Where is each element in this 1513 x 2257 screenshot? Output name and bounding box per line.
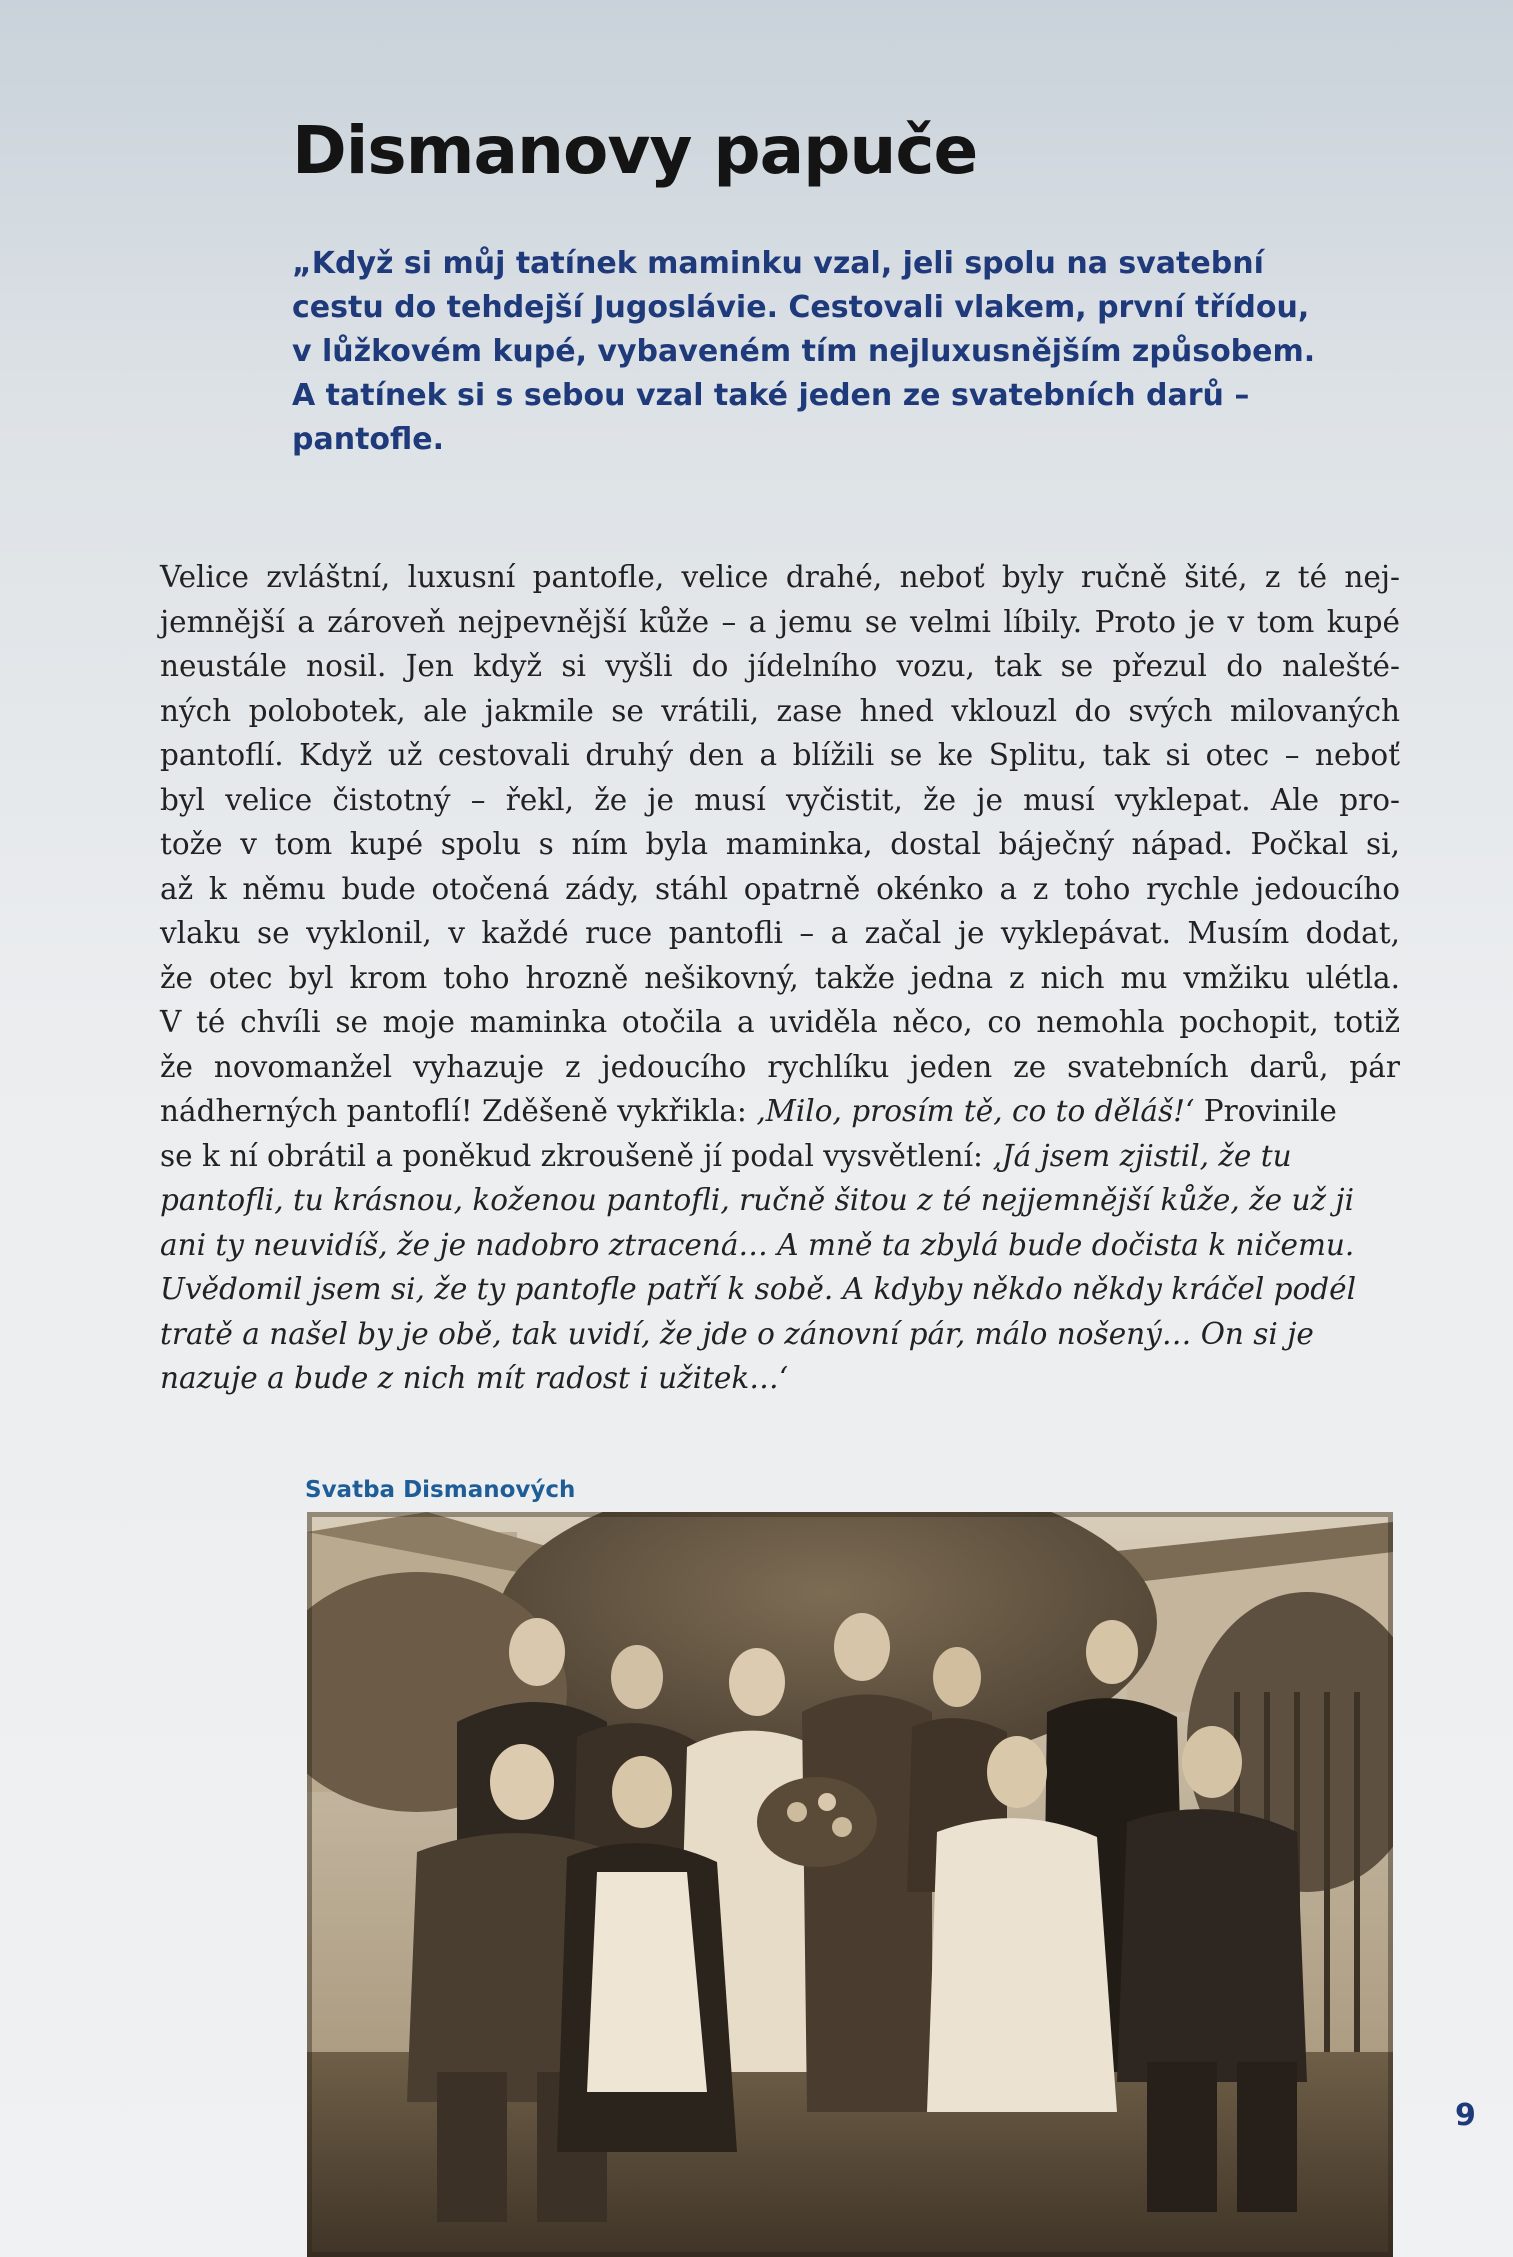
lead-line: cestu do tehdejší Jugoslávie. Cestovali vlakem, první třídou, (292, 290, 1310, 325)
lead-line: pantofle. (292, 422, 445, 457)
body-line: až k němu bude otočená zády, stáhl opatrně okénko a z toho rychle jedoucího (160, 871, 1400, 906)
body-line: jemnější a zároveň nejpevnější kůže – a jemu se velmi líbily. Proto je v tom kupé (160, 604, 1400, 639)
page-number: 9 (1455, 2098, 1476, 2133)
body-line (160, 1356, 1400, 1401)
lead-line: v lůžkovém kupé, vybaveném tím nejluxusnějším způsobem. (292, 334, 1316, 369)
quoted-speech: ‚Já jsem zjistil, že tu (992, 1138, 1292, 1173)
body-line: ných polobotek, ale jakmile se vrátili, zase hned vklouzl do svých milovaných (160, 693, 1400, 728)
quoted-speech: ani ty neuvidíš, že je nadobro ztracená… A mně ta zbylá bude dočista k ničemu. (160, 1227, 1355, 1262)
body-text-segment: se k ní obrátil a poněkud zkroušeně jí podal vysvětlení: (160, 1138, 993, 1173)
body-text-segment: Provinile (1194, 1094, 1337, 1128)
wedding-photo (307, 1512, 1393, 2257)
body-line: že otec byl krom toho hrozně nešikovný, takže jedna z nich mu vmžiku ulétla. (160, 960, 1400, 995)
body-line: pantoflí. Když už cestovali druhý den a blížili se ke Splitu, tak si otec – neboť (160, 738, 1400, 772)
body-line: Velice zvláštní, luxusní pantofle, velice drahé, neboť byly ručně šité, z té nej- (160, 560, 1400, 594)
body-text-segment: nádherných pantoflí! Zděšeně vykřikla: (160, 1094, 757, 1128)
quoted-speech: nazuje a bude z nich mít radost i užitek…‘ (160, 1361, 789, 1395)
body-line (160, 1223, 1400, 1268)
quoted-speech: Uvědomil jsem si, že ty pantofle patří k sobě. A kdyby někdo někdy kráčel podél (160, 1272, 1357, 1306)
photo-caption: Svatba Dismanových (305, 1477, 576, 1503)
body-paragraph (160, 555, 1400, 1401)
quoted-speech: tratě a našel by je obě, tak uvidí, že jde o zánovní pár, málo nošený… On si je (160, 1316, 1314, 1351)
lead-quote (292, 242, 1372, 462)
body-line (160, 1134, 1400, 1179)
quoted-speech: ‚Milo, prosím tě, co to děláš!‘ (756, 1094, 1195, 1128)
body-line: neustále nosil. Jen když si vyšli do jídelního vozu, tak se přezul do nalešté- (160, 649, 1400, 683)
body-line (160, 1312, 1400, 1357)
lead-line: A tatínek si s sebou vzal také jeden ze svatebních darů – (292, 378, 1250, 413)
body-line: V té chvíli se moje maminka otočila a uviděla něco, co nemohla pochopit, totiž (160, 1005, 1400, 1039)
body-line (160, 1267, 1400, 1312)
body-line: vlaku se vyklonil, v každé ruce pantofli – a začal je vyklepávat. Musím dodat, (160, 916, 1400, 950)
lead-line: „Když si můj tatínek maminku vzal, jeli spolu na svatební (292, 246, 1264, 281)
body-line: tože v tom kupé spolu s ním byla maminka, dostal báječný nápad. Počkal si, (160, 827, 1400, 861)
quoted-speech: pantofli, tu krásnou, koženou pantofli, ručně šitou z té nejjemnější kůže, že už ji (160, 1183, 1355, 1217)
page-title: Dismanovy papuče (292, 112, 978, 189)
body-line (160, 1178, 1400, 1223)
sepia-group-photo-illustration (307, 1512, 1393, 2257)
body-line: byl velice čistotný – řekl, že je musí vyčistit, že je musí vyklepat. Ale pro- (160, 782, 1400, 817)
body-line: že novomanžel vyhazuje z jedoucího rychlíku jeden ze svatebních darů, pár (160, 1049, 1400, 1084)
body-line (160, 1089, 1400, 1134)
